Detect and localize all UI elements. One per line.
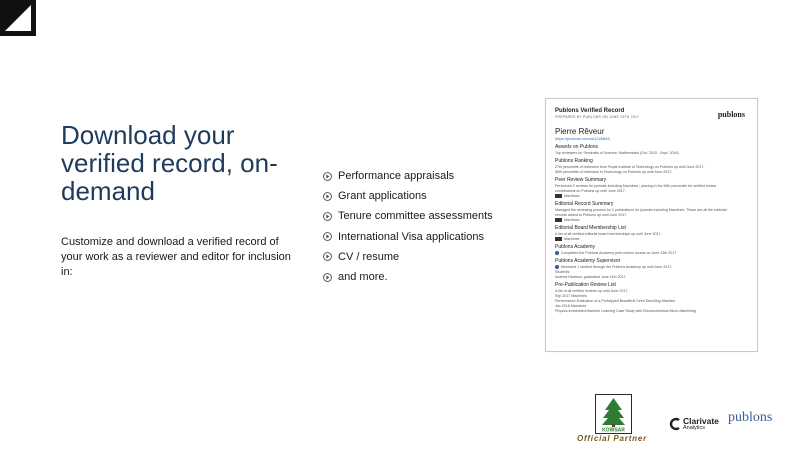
record-section xyxy=(555,177,749,199)
section-line: A list of all verified editorial board memberships up until June 2017. xyxy=(555,232,662,236)
journal-tag xyxy=(555,194,749,199)
section-line-text: Completed the Publons Academy peer review course on June 13th 2017 xyxy=(561,251,677,255)
record-url-link[interactable]: https://publons.com/a/1226846 xyxy=(555,136,610,141)
arrow-bullet-icon xyxy=(323,192,332,201)
record-title: Publons Verified Record xyxy=(555,108,625,114)
section-line: A list of all verified reviews up until June 2017. xyxy=(555,289,629,293)
record-section xyxy=(555,244,749,256)
record-section xyxy=(555,201,749,223)
intro-text: Customize and download a verified record of your work as a reviewer and editor for inclusion in: xyxy=(61,236,291,278)
record-person-name: Pierre Rêveur xyxy=(555,127,605,136)
section-heading: Publons Academy xyxy=(555,244,596,250)
kowsar-tree-icon xyxy=(596,395,631,433)
list-item xyxy=(323,166,493,186)
record-section xyxy=(555,282,749,314)
arrow-bullet-icon xyxy=(323,252,332,261)
journal-name: Machines xyxy=(564,237,580,241)
section-line-text: Mentored 1 student through the Publons Academy up until June 2017. xyxy=(561,265,673,269)
section-heading: Pre-Publication Review List xyxy=(555,282,616,288)
official-partner-label: Official Partner xyxy=(577,434,648,443)
section-line xyxy=(555,251,749,256)
journal-icon xyxy=(555,194,562,198)
section-heading: Awards on Publons xyxy=(555,144,598,150)
kowsar-label: KOWSAR xyxy=(602,427,625,433)
section-line: Physics-embedded Machine Learning Case Study with Electrochemical Micro-Machining xyxy=(555,309,696,313)
list-item xyxy=(323,227,493,247)
record-section xyxy=(555,144,749,156)
shield-icon xyxy=(555,265,559,269)
clarivate-brand: Clarivate xyxy=(683,416,719,426)
list-item xyxy=(323,206,493,226)
list-item-label: Grant applications xyxy=(338,190,427,203)
journal-icon xyxy=(555,237,562,241)
arrow-bullet-icon xyxy=(323,273,332,282)
journal-tag xyxy=(555,218,749,223)
journal-tag xyxy=(555,237,749,242)
record-header xyxy=(555,108,749,125)
record-publons-logo: publons xyxy=(717,110,745,119)
publons-logo: publons xyxy=(728,410,773,425)
corner-triangle-logo xyxy=(0,0,36,36)
section-line: Students: xyxy=(555,270,571,274)
journal-name: Machines xyxy=(564,218,580,222)
section-line: Managed the reviewing process for 2 publications for journals including Machines. These are all the editorial xyxy=(555,208,727,212)
record-section xyxy=(555,158,749,175)
section-line: 56th percentile of reviewers in Technology on Publons up until June 2017. xyxy=(555,170,673,174)
use-case-list xyxy=(323,166,493,287)
journal-icon xyxy=(555,218,562,222)
arrow-bullet-icon xyxy=(323,232,332,241)
verified-record-preview xyxy=(545,98,758,352)
list-item xyxy=(323,186,493,206)
section-line: Performed 2 reviews for journals including Machines ; placing in the 56th percentile for verified review xyxy=(555,184,717,188)
list-item-label: Tenure committee assessments xyxy=(338,210,493,223)
list-item xyxy=(323,267,493,287)
section-line: Sep 2017 Machines xyxy=(555,294,587,298)
list-item xyxy=(323,247,493,267)
record-prepared-date: PREPARED BY PUBLONS ON JUNE 13TH 2017 xyxy=(555,115,640,119)
arrow-bullet-icon xyxy=(323,212,332,221)
section-line: records added to Publons up until June 2017. xyxy=(555,213,628,217)
section-line: Top reviewers for Seminalis of Science: Mathematics (Oct. 2015 - Sept. 2016) xyxy=(555,151,679,155)
section-line: Performance Evaluation of a Prototyped Breadfruit Seed Dehulling Machine xyxy=(555,299,676,303)
section-heading: Publons Ranking xyxy=(555,158,593,164)
shield-icon xyxy=(555,251,559,255)
arrow-bullet-icon xyxy=(323,172,332,181)
section-heading: Publons Academy Supervisor xyxy=(555,258,621,264)
section-line: Jan 2016 Machines xyxy=(555,304,587,308)
list-item-label: International Visa applications xyxy=(338,230,484,243)
section-heading: Peer Review Summary xyxy=(555,177,607,183)
list-item-label: CV / resume xyxy=(338,250,400,263)
section-heading: Editorial Board Membership List xyxy=(555,225,626,231)
clarivate-sub: Analytics xyxy=(683,425,706,431)
kowsar-logo xyxy=(595,394,632,434)
section-heading: Editorial Record Summary xyxy=(555,201,614,207)
record-section xyxy=(555,225,749,242)
section-line: Andrew Harrison, graduated June 11th 2017 xyxy=(555,275,626,279)
record-section xyxy=(555,258,749,280)
page-title: Download your verified record, on-demand xyxy=(61,120,278,206)
list-item-label: and more. xyxy=(338,271,388,284)
section-line: 27th percentile of reviewers from Royal Institute of Technology on Publons up until June 2017. xyxy=(555,165,705,169)
journal-name: Machines xyxy=(564,194,580,198)
section-line: contributions on Publons up until June 2017. xyxy=(555,189,626,193)
clarivate-mark-icon xyxy=(669,417,681,431)
list-item-label: Performance appraisals xyxy=(338,170,455,183)
